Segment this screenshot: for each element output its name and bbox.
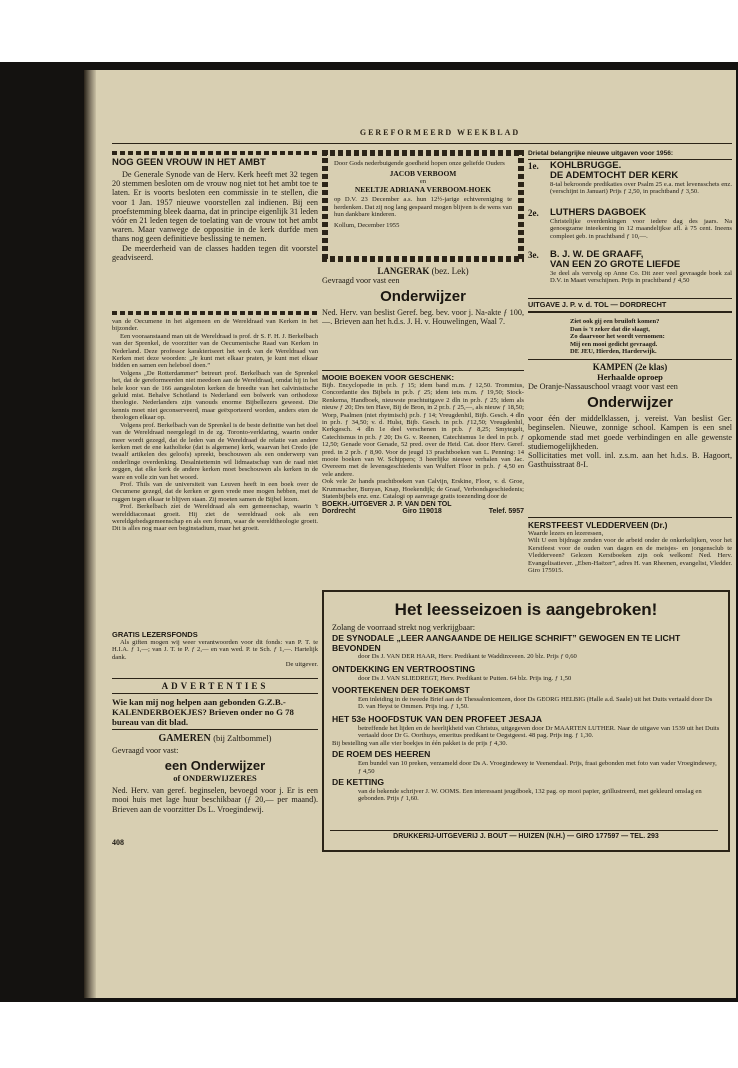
nieuwe-intro: Drietal belangrijke nieuwe uitgaven voor 1956:	[528, 150, 674, 157]
nieuwe-item-desc: Christelijke overdenkingen voor iedere dag des jaars. Na genoegzame inteekening in 12 maandelijkse afl. à 75 cent. Ineens compleet geb. in prachtband ƒ 10,—.	[550, 218, 732, 240]
mooie-body2: Ook vele 2e hands prachtboeken van Calvijn, Erskine, Floor, v. d. Groe, Krummacher, Bunyan, Knap, Hoekendijk; de Graaf, Verbondsgeschiedenis; Statenbijbels enz. enz. Catalogi op aanvrage gratis toezending door de	[322, 478, 524, 501]
langerak-place: LANGERAK	[377, 266, 430, 276]
verboom-groom: JACOB VERBOOM	[389, 169, 457, 179]
gratis-title: GRATIS LEZERSFONDS	[112, 630, 198, 639]
leesseizoen-intro: Zolang de voorraad strekt nog verkrijgbaar:	[332, 623, 476, 632]
mooie-boeken-ad	[322, 373, 524, 583]
gameren-place-sub: (bij Zaltbommel)	[213, 733, 272, 743]
leesseizoen-title: Het leesseizoen is aangebroken!	[394, 600, 658, 619]
bruiloft-line: DE JEU, Hierden, Harderwijk.	[570, 348, 657, 356]
verboom-en: en	[419, 178, 427, 186]
page-number: 408	[112, 838, 124, 847]
vrouw-body2: De meerderheid van de classes hadden tegen dit voorstel geadviseerd.	[112, 243, 318, 262]
leesseizoen-book	[332, 778, 720, 803]
kerstfeest-ad	[528, 520, 732, 574]
mooie-publisher: BOEKH.-UITGEVER J. P. VAN DEN TOL	[322, 500, 452, 508]
kalender-ad	[112, 697, 318, 727]
bruiloft-line: Dan is 't zeker dat die slaagt,	[570, 325, 650, 333]
leesseizoen-book	[332, 634, 720, 661]
nieuwe-publisher: UITGAVE J. P. v. d. TOL — DORDRECHT	[528, 300, 667, 309]
leesseizoen-book	[332, 750, 720, 775]
leesseizoen-book	[332, 715, 720, 740]
divider	[528, 159, 732, 160]
kampen-title-sub: (2e klas)	[635, 362, 668, 372]
verboom-place: Kollum, December 1955	[334, 221, 400, 229]
gratis-sign: De uitgever.	[285, 661, 318, 669]
ornament-border-right	[518, 150, 524, 262]
oecumene-p5: Prof. Thils van de universiteit van Leuven heeft in een boek over de Oecumene gezegd, dat de kerken er geen vrede mee mogen hebben, met de ruggen tegen elkaar te blijven staan. Zij moeten samen de Bijbel lezen.	[112, 480, 318, 503]
header-rule	[112, 143, 732, 144]
verboom-body: op D.V. 23 December a.s. hun 12½-jarige echtvereniging te herdenken. Dat zij nog lang gespaard mogen blijven is de wens van hun dankbare kinderen.	[334, 196, 512, 219]
kerstfeest-title: KERSTFEEST VLEDDERVEEN (Dr.)	[528, 520, 668, 530]
kampen-body: voor één der middelklassen, j. vereist. Van beslist Ger. beginselen. Nieuwe, zonnige school. Kampen is een snel opkomende stad met goede verbindingen en alle gewenste studiemogelijkheden.	[528, 414, 732, 451]
leesseizoen-book	[332, 686, 720, 711]
vrouw-article	[112, 157, 318, 262]
divider	[528, 311, 732, 313]
kerstfeest-body2: Wilt U een bijdrage zenden voor de arbeid onder de onkerkelijken, voor het Kerstfeest voor de ouden van dagen en de meisjes- en jongensclub te Vledderveen? Gelezen Kerstboeken zijn ook welkom! Ned. Herv. Evangelisatiever. „Eben-Haëzer”, adres H. van Rheenen, evangelist, Vledder. Giro 175915.	[528, 537, 732, 575]
book-title: ONTDEKKING EN VERTROOSTING	[332, 663, 476, 674]
leesseizoen-publisher: DRUKKERIJ-UITGEVERIJ J. BOUT — HUIZEN (N.H.) — GIRO 177597 — TEL. 293	[393, 833, 659, 840]
nieuwe-uitgaven-ad	[528, 150, 732, 157]
oecumene-p6: Prof. Berkelbach zíet de Wereldraad als een gemeenschap, waarin 't werelddiaconaat groeit. Hij ziet de wereldraad ook als een wereldgebedsgemeenschap en als een forum, waar de wereldtheologie groeit. Dit is alles nog maar een beginstadium, maar het groeit.	[112, 503, 318, 533]
mooie-town: Dordrecht	[322, 507, 356, 515]
ornament-border-bottom	[322, 256, 524, 262]
verboom-bride: NEELTJE ADRIANA VERBOOM-HOEK	[354, 185, 492, 195]
kampen-ad	[528, 362, 732, 469]
gameren-place: GAMEREN	[158, 733, 211, 744]
nieuwe-item-num: 1e.	[528, 161, 539, 171]
langerak-headline: Onderwijzer	[380, 288, 466, 306]
book-desc: Een inleiding in de tweede Brief aan de Thessalonicenzen, door Ds GEORG HELBIG (Halle a.d. Saale) uit het Duits vertaald door Ds D. van Heyst te Ommen. Prijs ing. ƒ 1,50.	[358, 695, 713, 711]
kalender-text: Wie kan mij nog helpen aan gebonden G.Z.B.-KALENDERBOEKJES? Brieven onder no G 78 bureau van dit blad.	[112, 697, 294, 727]
kampen-title: KAMPEN	[592, 362, 633, 372]
bruiloft-line: Ziet ook gij een bruiloft komen?	[570, 318, 660, 325]
book-desc: Een bundel van 10 preken, verzameld door Ds A. Vroegindewey te Veenendaal. Prijs, fraai gebonden met foto van vader Vroegindewey, ƒ 4,50	[358, 759, 717, 775]
nieuwe-item-title2: DE ADEMTOCHT DER KERK	[550, 170, 679, 181]
nieuwe-item-title2: VAN EEN ZO GROTE LIEFDE	[550, 259, 681, 270]
vrouw-title: NOG GEEN VROUW IN HET AMBT	[112, 157, 266, 168]
gratis-body: Als giften mogen wij weer verantwoorden voor dit fonds: van P. T. te H.I.A. ƒ 1,—; van J. T. te P. ƒ 2,— en van wed. P. te Sch. ƒ 1,—. Hartelijk dank.	[112, 639, 318, 661]
book-title: DE KETTING	[332, 777, 385, 788]
gameren-body: Ned. Herv. van geref. beginselen, bevoegd voor j. Er is een mooi huis met lage huur beschikbaar (ƒ 20,— per maand). Brieven aan de voorzitter Ds L. Vroegindewij.	[112, 786, 318, 814]
gameren-headline: een Onderwijzer	[164, 758, 266, 774]
divider	[528, 517, 732, 518]
langerak-ad	[322, 266, 524, 327]
nieuwe-item-3	[528, 250, 732, 285]
vrouw-body: De Generale Synode van de Herv. Kerk heeft met 32 tegen 20 stemmen besloten om de vrouw nog niet tot het ambt toe te laten. Er is voorts besloten een commissie in te stellen, die voor 1 Jan. 1957 nieuwe voorstellen zal indienen. Bij een proefstemming bleek daarna, dat in principe eigenlijk 31 leden vóór en 21 leden tegen de toelating van de vrouw tot het ambt waren. Maar vanwege de oppositie in de kerk durfde men thans nog geen definitieve beslissing te nemen.	[112, 170, 318, 244]
advertenties-label: ADVERTENTIES	[161, 681, 269, 691]
gameren-wanted: Gevraagd voor vast:	[112, 746, 179, 755]
leesseizoen-bundle: Bij bestelling van alle vier boekjes in één pakket is de prijs ƒ 4,30.	[332, 739, 508, 747]
ornament-border-top	[322, 150, 524, 156]
divider	[330, 830, 718, 831]
langerak-wanted: Gevraagd voor vast een	[322, 276, 400, 285]
book-desc: betreffende het lijden en de heerlijkheid van Christus, uitgegeven door Dr MAARTEN LUTHER. Naar de uitgave van 1539 uit het Duits vertaald door Dr G. Oorthuys, emeritus predikant te Oegstgeest. 48 pag. Prijs ing. ƒ 1,30.	[358, 724, 720, 740]
nieuwe-item-desc: 3e deel als vervolg op Anne Co. Dit zeer veel gevraagde boek zal D.V. in Maart verschijnen. Prijs in prachtband ƒ 4,50	[550, 270, 732, 285]
book-title: DE SYNODALE „LEER AANGAANDE DE HEILIGE SCHRIFT” GEWOGEN EN TE LICHT BEVONDEN	[332, 633, 681, 653]
nieuwe-item-2	[528, 208, 732, 240]
kampen-headline: Onderwijzer	[587, 394, 673, 412]
gameren-sub: of ONDERWIJZERES	[173, 773, 257, 784]
oecumene-p4: Volgens prof. Berkelbach van de Sprenkel is de beste definitie van het doel van de Wereldraad neergelegd in de zg. Toronto-verklaring, waarin onder meer wordt gezegd, dat de leden van de Wereldraad de relatie van andere kerken met de ene katholieke (dat is algemene) kerk, waarvan het Credo (de twaalf artikelen des geloofs) spreekt, beschouwen als een onderwerp van onderlinge overdenking. Desalniettemin wil lidmaatschap van de raad niet zeggen, dat elke kerk de andere kerken moet beschouwen als kerken in de ware en volle zin van het woord.	[112, 421, 318, 481]
book-title: VOORTEKENEN DER TOEKOMST	[332, 685, 470, 696]
langerak-body: Ned. Herv. van beslist Geref. beg. bev. voor j. Na-akte ƒ 100,—. Brieven aan het h.d.s. J. H. v. Houwelingen, Waal 7.	[322, 308, 524, 327]
divider	[322, 370, 524, 371]
divider	[112, 729, 318, 730]
ornament-border-left	[322, 150, 328, 262]
nieuwe-item-1	[528, 161, 732, 196]
ornament-rule	[112, 151, 318, 155]
verboom-intro: Door Gods nederbuigende goedheid hopen onze geliefde Ouders	[334, 160, 505, 167]
bruiloft-line: Zo daarvoor het wordt vernomen:	[570, 333, 665, 341]
bruiloft-line: Mij een mooi gedicht gevraagd.	[570, 340, 658, 348]
mooie-title: MOOIE BOEKEN VOOR GESCHENK:	[322, 373, 455, 382]
divider	[112, 693, 318, 694]
verboom-announcement	[322, 150, 524, 263]
divider	[528, 298, 732, 299]
kampen-body2: Sollicitaties met voll. inl. z.s.m. aan het h.d.s. B. Hagoort, Gasthuisstraat 8-I.	[528, 451, 732, 470]
mooie-tel: Telef. 5957	[488, 507, 524, 515]
divider	[528, 359, 732, 360]
nieuwe-item-desc: 8-tal bekroonde predikaties over Psalm 25 e.a. met levensschets enz. (verschijnt in Januari) Prijs ƒ 2,50, in prachtband ƒ 3,50.	[550, 181, 732, 196]
oecumene-p3: Volgens „De Rotterdammer” betreurt prof. Berkelbach van de Sprenkel het, dat de gereformeerden niet meedoen aan de Wereldraad, omdat hij in het hele koor van de 166 aangesloten kerken de breedte van het calvinistische geluid mist. Behalve Schotland is Nederland een bolwerk van orthodoxe theologie. Nederlanders zijn vanouds enorme Bijbellezers geweest. Die kennis moet niet geconserveerd, maar geëxporteerd worden, anders eten de theologen elkaar op.	[112, 369, 318, 422]
kerstfeest-body: Waarde lezers en lezeressen,	[528, 530, 604, 537]
langerak-place-sub: (bez. Lek)	[431, 266, 469, 276]
oecumene-p1: van de Oecumene in het algemeen en de Wereldraad van Kerken in het bijzonder.	[112, 318, 318, 333]
nieuwe-item-title: B. J. W. DE GRAAFF,	[550, 250, 644, 260]
mooie-giro: Giro 119018	[402, 507, 442, 515]
page-header: GEREFORMEERD WEEKBLAD	[359, 128, 521, 137]
page-binding-edge	[84, 70, 96, 998]
nieuwe-item-title: KOHLBRUGGE.	[550, 161, 622, 171]
nieuwe-item-title: LUTHERS DAGBOEK	[550, 208, 647, 218]
kampen-wanted: De Oranje-Nassauschool vraagt voor vast een	[528, 382, 678, 391]
oecumene-p2: Een vooraanstaand man uit de Wereldraad is prof. dr S. F. H. J. Berkelbach van der Sprenkel, de voorzitter van de Oecumenische Raad van Kerken in Nederland. Deze professor karakteriseert het werk van de Wereldraad van Kerken met deze woorden: „Je kunt met elkaar praten, je kunt met elkaar bidden en samen een heleboel doen.”	[112, 332, 318, 370]
leesseizoen-ad	[322, 590, 730, 852]
divider	[112, 678, 318, 679]
gratis-lezersfonds	[112, 630, 318, 669]
nieuwe-item-num: 2e.	[528, 208, 539, 218]
mooie-body: Bijb. Encyclopedie in pr.b. ƒ 15; idem band m.m. ƒ 12,50. Trommius, Concordantie des Bijbels in pr.b. ƒ 25; idem iets m.m. ƒ 19,50; Stock-Renkema, Handboek, nieuwste prachtuitgave 2 dln in pr.b. ƒ 25; idem als nieuw ƒ 20; Drs ten Have, Bij de Bron, in 2 pr.b. ƒ 25,—, als nieuw ƒ 18,50; Worp, Psalmen (niet rhytmisch) pr.b. ƒ 14; Vreugdenhil, Bijb. Gesch. 4 dln in pr.b. ƒ 34,50; v. d. Hulst, Bijb. Gesch. in pr.b. ƒ12,50; Vreugdenhil, Kerkgesch. 4 dln 1e deel verschenen in pr.b. ƒ 8,25; Smytegelt, Catechismus in pr.b. ƒ 20; Ds G. v. Reenen, Catechismus 1e deel in pr.b. ƒ 12,50; Genade voor Genade, 52 pred. over de Heid. Cat. door Herv. Geref. pred. in 2 pr.b. ƒ 8,90. Voor de jeugd 13 prachtboeken van L. Penning: 14 mooie boeken van W. Schippers; 3 heerlijke nieuwe verhalen van Jac. Overeem met de levensgeschiedenis van Wulfert Floor in pr.b. ƒ 4,50 en vele andere.	[322, 382, 524, 478]
kampen-herhaalde: Herhaalde oproep	[597, 372, 663, 382]
book-desc: door Ds J. VAN DER HAAR, Herv. Predikant te Waddinxveen. 20 blz. Prijs ƒ 0,60	[358, 653, 577, 661]
oecumene-article	[112, 318, 318, 626]
bruiloft-ad	[570, 318, 730, 356]
gameren-ad	[112, 733, 318, 814]
book-desc: van de bekende schrijver J. W. OOMS. Een interessant jeugdboek, 132 pag. op mooi papier, geïllustreerd, met gekleurd omslag en gebonden. Prijs ƒ 1,60.	[358, 787, 702, 803]
ornament-rule	[112, 311, 318, 315]
book-desc: door Ds J. VAN SLIEDREGT, Herv. Predikant te Putten. 64 blz. Prijs ing. ƒ 1,50	[358, 674, 572, 682]
nieuwe-item-num: 3e.	[528, 250, 539, 260]
book-title: HET 53e HOOFDSTUK VAN DEN PROFEET JESAJA	[332, 713, 542, 724]
book-title: DE ROEM DES HEEREN	[332, 749, 431, 760]
leesseizoen-book	[332, 665, 720, 682]
